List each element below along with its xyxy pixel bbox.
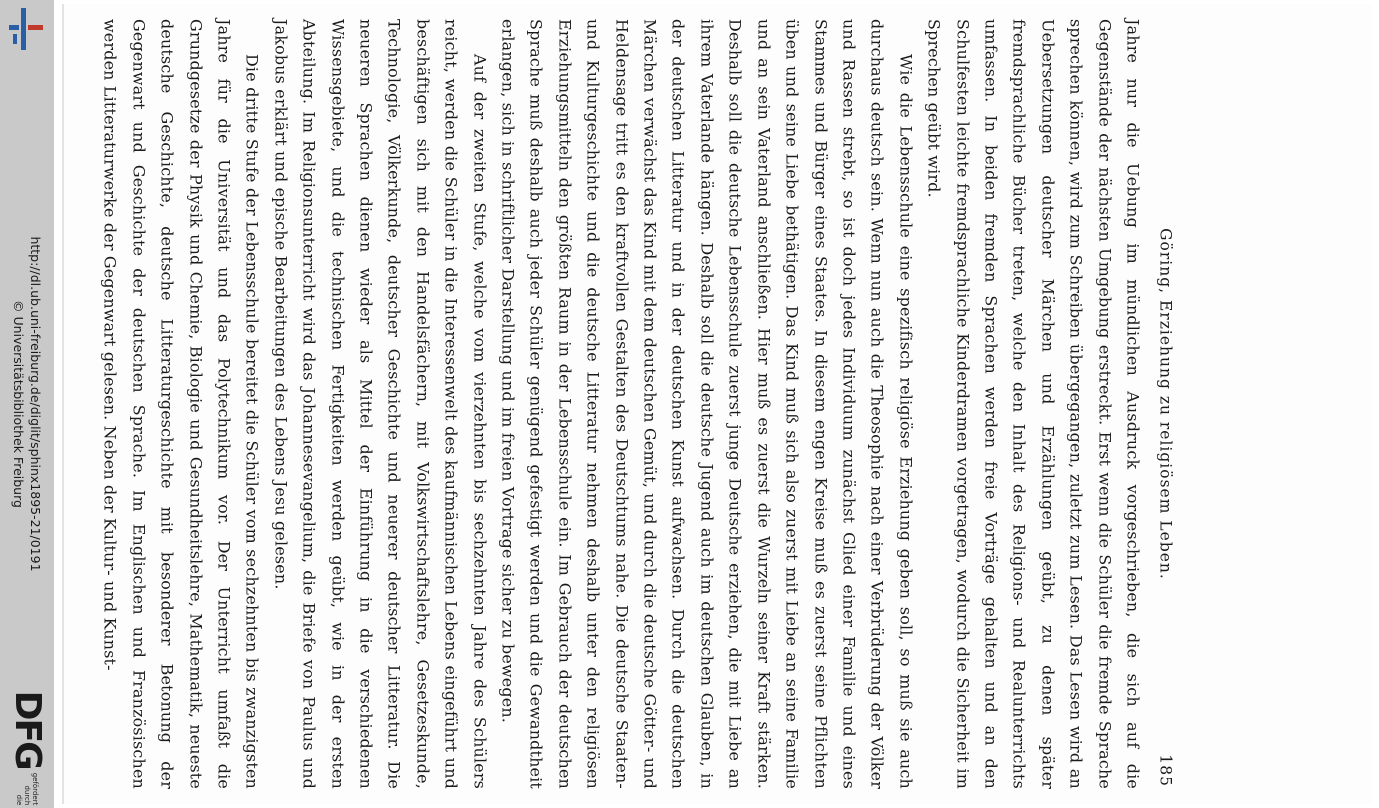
copyright-notice: © Universitätsbibliothek Freiburg [11,300,26,508]
library-logo-icon [5,8,47,50]
page-number: 185 [1156,754,1175,787]
running-title: Göring, Erziehung zu religiösem Leben. [1156,228,1175,580]
source-url-link[interactable]: http://dl.ub.uni-freiburg.de/diglit/sphinx1895-21/0191 [28,236,43,572]
viewer-sidebar [0,0,54,808]
dfg-mark: DFG [7,690,48,769]
scanned-page [100,19,1181,789]
paragraph-2: Wie die Lebensschule eine spezifisch religiöse Erziehung geben soll, so muß sie auch durchaus deutsch sein. Wenn nun auch die Theosophie nach einer Verbrüderung der Völker und Rassen strebt, so ist doch jedes Individuum zunächst Glied einer Familie und eines Stammes und Bürger eines Staates. In diesem engen Kreise muß es zuerst seine Pflichten üben und seine Liebe bethätigen. Das Kind muß sich also zuerst mit Liebe an seine Familie und an sein Vaterland anschließen. Hier muß es zuerst die Wurzeln seiner Kraft stärken. Deshalb soll die deutsche Lebensschule zuerst junge Deutsche erziehen, die mit Liebe an ihrem Vaterlande hängen. Deshalb soll die deutsche Jugend auch im deutschen Glauben, in der deutschen Litteratur und in der deutschen Kunst aufwachsen. Durch die deutschen Märchen verwächst das Kind mit dem deutschen Gemüt, und durch die deutsche Götter- und Heldensage tritt es den kraftvollen Gestalten des Deutschtums nahe. Die deutsche Staaten- und Kulturgeschichte und die deutsche Litteratur nehmen deshalb unter den religiösen Erziehungsmitteln den größten Raum in der Lebensschule ein. Im Gebrauch der deutschen Sprache muß deshalb auch jeder Schüler genügend gefestigt werden und die Gewandtheit erlangen, sich in schriftlicher Darstellung und im freien Vortrage sicher zu bewegen. [498,19,916,789]
paragraph-3: Auf der zweiten Stufe, welche vom vierzehnten bis sechzehnten Jahre des Schülers reicht, werden die Schüler in die Interessenwelt des kaufmännischen Lebens eingeführt und beschäftigen sich mit den Handelsfächern, mit Volkswirtschaftslehre, Gesetzeskunde, Technologie, Völkerkunde, deutscher Geschichte und neuerer deutscher Litteratur. Die neueren Sprachen dienen wieder als Mittel der Einführung in die verschiedenen Wissensgebiete, und die technischen Fertigkeiten werden geübt, wie in der ersten Abteilung. Im Religionsunterricht wird das Johannesevangelium, die Briefe von Paulus und Jakobus erklärt und epische Bearbeitungen des Lebens Jesu gelesen. [271,19,490,789]
paragraph-4: Die dritte Stufe der Lebensschule bereitet die Schüler vom sechzehnten bis zwanzigsten Jahre für die Universität und das Polytechnikum vor. Der Unterricht umfaßt die Grundgesetze der Physik und Chemie, Biologie und Gesundheitslehre, Mathematik, neueste deutsche Geschichte, deutsche Litteraturgeschichte mit besonderer Betonung der Gegenwart und Geschichte der deutschen Sprache. Im Englischen und Französischen werden Litteraturwerke der Gegenwart gelesen. Neben der Kultur- und Kunst- [100,19,262,789]
dfg-logo [7,690,48,806]
paragraph-1: Jahre nur die Uebung im mündlichen Ausdruck vorgeschrieben, die sich auf die Gegenstände der nächsten Umgebung erstreckt. Erst wenn die Schüler die fremde Sprache sprechen können, wird zum Schreiben übergegangen, zuletzt zum Lesen. Das Lesen wird an Uebersetzungen deutscher Märchen und Erzählungen geübt, zu denen später fremdsprachliche Bücher treten, welche den Inhalt des Religions- und Realunterrichts umfassen. In beiden fremden Sprachen werden freie Vorträge gehalten und an den Schulfesten leichte fremdsprachliche Kinderdramen vorgetragen, wodurch die Sicherheit im Sprechen geübt wird. [924,19,1143,789]
page-body [95,19,1146,789]
source-info [10,236,44,571]
dfg-tagline: gefördert durch die [15,772,39,806]
page-header [1147,19,1181,789]
page-fold [62,4,64,804]
